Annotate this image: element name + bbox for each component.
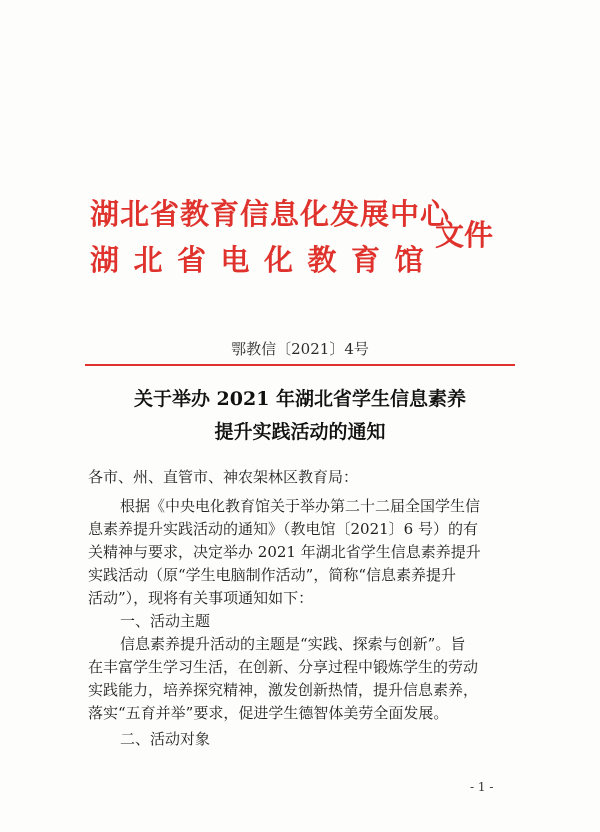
paragraph-line: 息素养提升实践活动的通知》（教电馆〔2021〕6 号）的有 (88, 520, 478, 538)
addressee: 各市、州、直管市、神农架林区教育局： (88, 468, 359, 486)
paragraph-line: 在丰富学生学习生活，在创新、分享过程中锻炼学生的劳动 (88, 658, 479, 676)
document-title-line2: 提升实践活动的通知 (214, 421, 386, 443)
document-title-line1: 关于举办 2021 年湖北省学生信息素养 (133, 388, 467, 410)
header-org-line2: 湖北省电化教育馆 (90, 243, 439, 277)
section-heading: 一、活动主题 (120, 612, 211, 630)
paragraph-line: 关精神与要求，决定举办 2021 年湖北省学生信息素养提升 (88, 543, 481, 561)
paragraph-line: 根据《中央电化教育馆关于举办第二十二届全国学生信 (120, 497, 481, 515)
page-number: - 1 - (470, 780, 494, 794)
paragraph-line: 落实“五育并举”要求，促进学生德智体美劳全面发展。 (88, 704, 449, 722)
paragraph-line: 活动”），现将有关事项通知如下： (88, 589, 314, 607)
paragraph-line: 实践能力，培养探究精神，激发创新热情，提升信息素养， (88, 681, 479, 699)
section-heading: 二、活动对象 (120, 730, 211, 748)
paragraph-line: 实践活动（原“学生电脑制作活动”，简称“信息素养提升 (88, 566, 457, 584)
red-divider (85, 364, 515, 366)
paragraph-line: 信息素养提升活动的主题是“实践、探索与创新”。旨 (120, 635, 466, 653)
document-number: 鄂教信〔2021〕4号 (231, 340, 369, 358)
header-org-line1: 湖北省教育信息化发展中心 (90, 197, 451, 231)
header-document-suffix: 文件 (435, 218, 494, 252)
